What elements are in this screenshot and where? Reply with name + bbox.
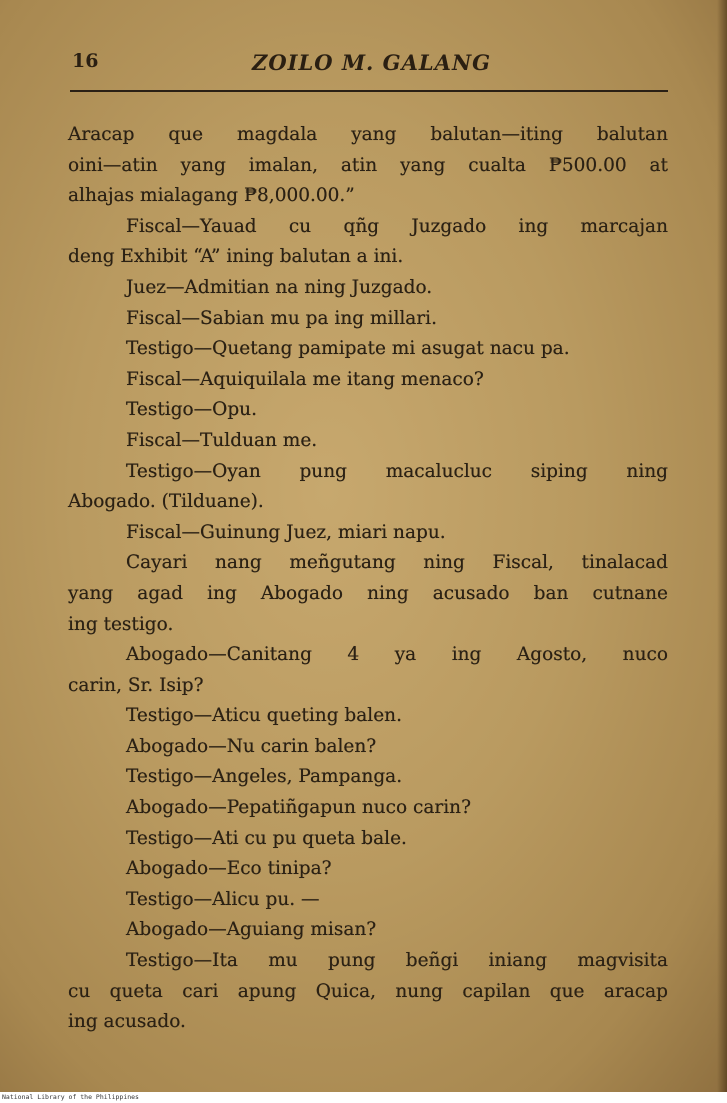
page-number: 16: [72, 50, 99, 72]
text-line: Testigo—Opu.: [126, 399, 257, 421]
text-line: oini—atin yang imalan, atin yang cualta ₱500.00 at: [68, 154, 668, 176]
scan-footer: [0, 1092, 727, 1103]
text-line: deng Exhibit “A” ining balutan a ini.: [68, 246, 404, 268]
running-title: ZOILO M. GALANG: [252, 50, 492, 75]
source-credit: National Library of the Philippines: [2, 1093, 139, 1101]
text-line: ing testigo.: [68, 613, 174, 635]
page-header: [72, 50, 668, 78]
header-rule: [70, 90, 668, 92]
text-line: yang agad ing Abogado ning acusado ban cutnane: [68, 582, 668, 604]
text-line: Abogado—Pepatiñgapun nuco carin?: [126, 797, 472, 819]
body-text: [68, 120, 668, 1038]
text-line: Fiscal—Aquiquilala me itang menaco?: [126, 368, 484, 390]
text-line: ing acusado.: [68, 1011, 186, 1033]
text-line: Testigo—Aticu queting balen.: [126, 705, 402, 727]
text-line: Abogado. (Tilduane).: [68, 491, 264, 513]
text-line: alhajas mialagang ₱8,000.00.”: [68, 185, 355, 207]
text-line: Testigo—Oyan pung macalucluc siping ning: [126, 460, 668, 482]
text-line: Abogado—Nu carin balen?: [126, 735, 377, 757]
text-line: Abogado—Eco tinipa?: [126, 858, 332, 880]
text-line: Fiscal—Sabian mu pa ing millari.: [126, 307, 437, 329]
text-line: Testigo—Angeles, Pampanga.: [126, 766, 403, 788]
text-line: Abogado—Aguiang misan?: [126, 919, 377, 941]
text-line: Juez—Admitian na ning Juzgado.: [126, 276, 433, 298]
text-line: Fiscal—Guinung Juez, miari napu.: [126, 521, 446, 543]
text-line: Cayari nang meñgutang ning Fiscal, tinalacad: [126, 552, 668, 574]
text-line: Aracap que magdala yang balutan—iting balutan: [68, 124, 668, 145]
text-line: Abogado—Canitang 4 ya ing Agosto, nuco: [126, 644, 668, 666]
text-line: Fiscal—Yauad cu qñg Juzgado ing marcajan: [126, 215, 668, 237]
text-line: carin, Sr. Isip?: [68, 674, 204, 696]
text-line: Testigo—Quetang pamipate mi asugat nacu pa.: [126, 338, 570, 360]
page-edge-shadow: [717, 0, 727, 1092]
text-line: Fiscal—Tulduan me.: [126, 429, 318, 451]
text-line: Testigo—Ati cu pu queta bale.: [126, 827, 407, 849]
text-line: Testigo—Ita mu pung beñgi iniang magvisita: [126, 950, 668, 972]
text-line: Testigo—Alicu pu. —: [126, 888, 320, 910]
text-line: cu queta cari apung Quica, nung capilan que aracap: [68, 980, 668, 1002]
